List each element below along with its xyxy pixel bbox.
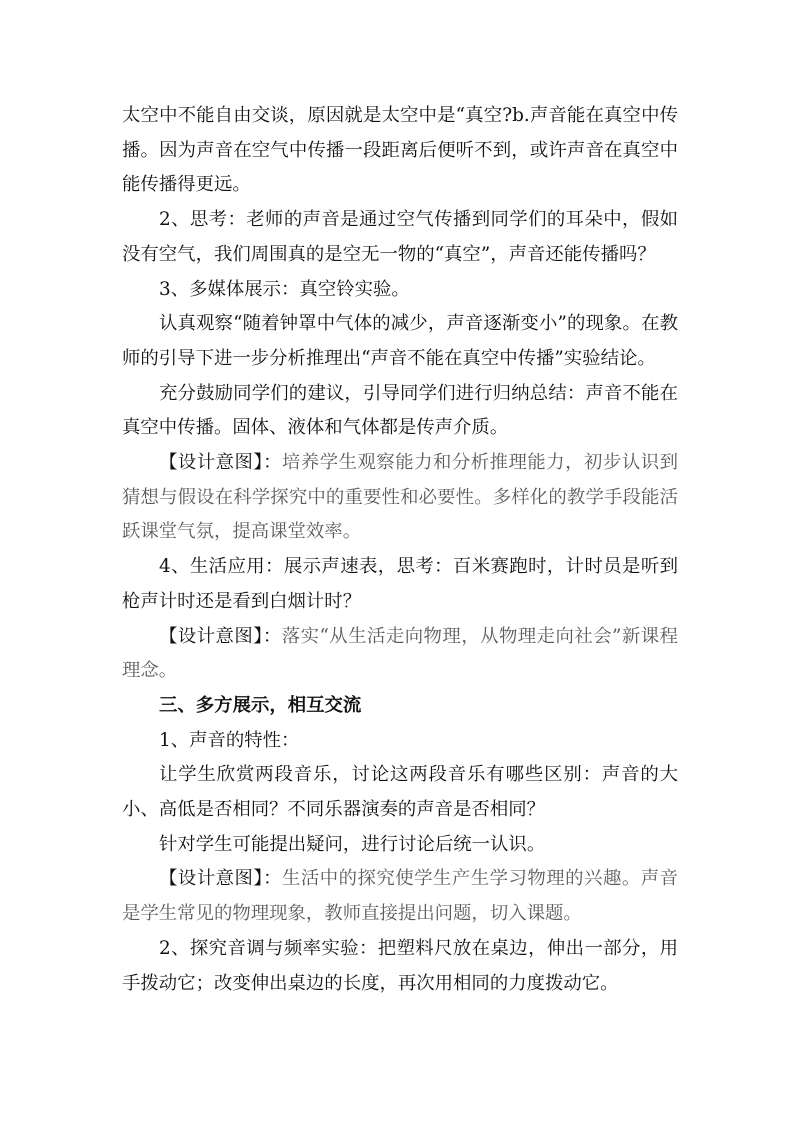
paragraph-design-intent-2 xyxy=(122,620,678,689)
section-heading: 三、多方展示，相互交流 xyxy=(159,694,362,716)
paragraph-design-intent-1 xyxy=(122,446,678,550)
paragraph-music-compare: 让学生欣赏两段音乐，讨论这两段音乐有哪些区别：声音的大小、高低是否相同？不同乐器演奏的声音是否相同？ xyxy=(122,764,678,821)
design-intent-text: 生活中的探究使学生产生学习物理的兴趣。声音是学生常见的物理现象，教师直接提出问题，切入课题。 xyxy=(122,868,678,925)
paragraph-sound-features: 1、声音的特性： xyxy=(159,729,300,751)
paragraph-life-application: 4、生活应用：展示声速表，思考：百米赛跑时，计时员是听到枪声计时还是看到白烟计时？ xyxy=(122,556,678,612)
paragraph-discussion: 针对学生可能提出疑问，进行讨论后统一认识。 xyxy=(159,833,546,855)
design-intent-label: 【设计意图】： xyxy=(159,625,282,647)
design-intent-label: 【设计意图】： xyxy=(159,868,282,890)
paragraph-vacuum-reason: 太空中不能自由交谈，原因就是太空中是“真空?b.声音能在真空中传播。因为声音在空气中传播一段距离后便听不到，或许声音在真空中能传播得更远。 xyxy=(122,105,678,196)
paragraph-think-question: 2、思考：老师的声音是通过空气传播到同学们的耳朵中，假如没有空气，我们周围真的是空无一物的“真空”，声音还能传播吗？ xyxy=(122,209,678,265)
design-intent-text: 培养学生观察能力和分析推理能力，初步认识到猜想与假设在科学探究中的重要性和必要性。多样化的教学手段能活跃课堂气氛，提高课堂效率。 xyxy=(122,452,678,543)
paragraph-pitch-experiment: 2、探究音调与频率实验：把塑料尺放在桌边，伸出一部分，用手拨动它；改变伸出桌边的长度，再次用相同的力度拨动它。 xyxy=(122,937,678,994)
design-intent-label: 【设计意图】： xyxy=(159,452,282,474)
paragraph-design-intent-3 xyxy=(122,862,678,931)
paragraph-summary: 充分鼓励同学们的建议，引导同学们进行归纳总结：声音不能在真空中传播。固体、液体和气体都是传声介质。 xyxy=(122,382,678,439)
document-body xyxy=(122,99,678,1001)
design-intent-text: 落实“从生活走向物理，从物理走向社会”新课程理念。 xyxy=(122,625,678,682)
paragraph-multimedia-demo: 3、多媒体展示：真空铃实验。 xyxy=(159,278,410,300)
paragraph-observe: 认真观察“随着钟罩中气体的减少，声音逐渐变小”的现象。在教师的引导下进一步分析推理出“声音不能在真空中传播”实验结论。 xyxy=(122,313,678,369)
